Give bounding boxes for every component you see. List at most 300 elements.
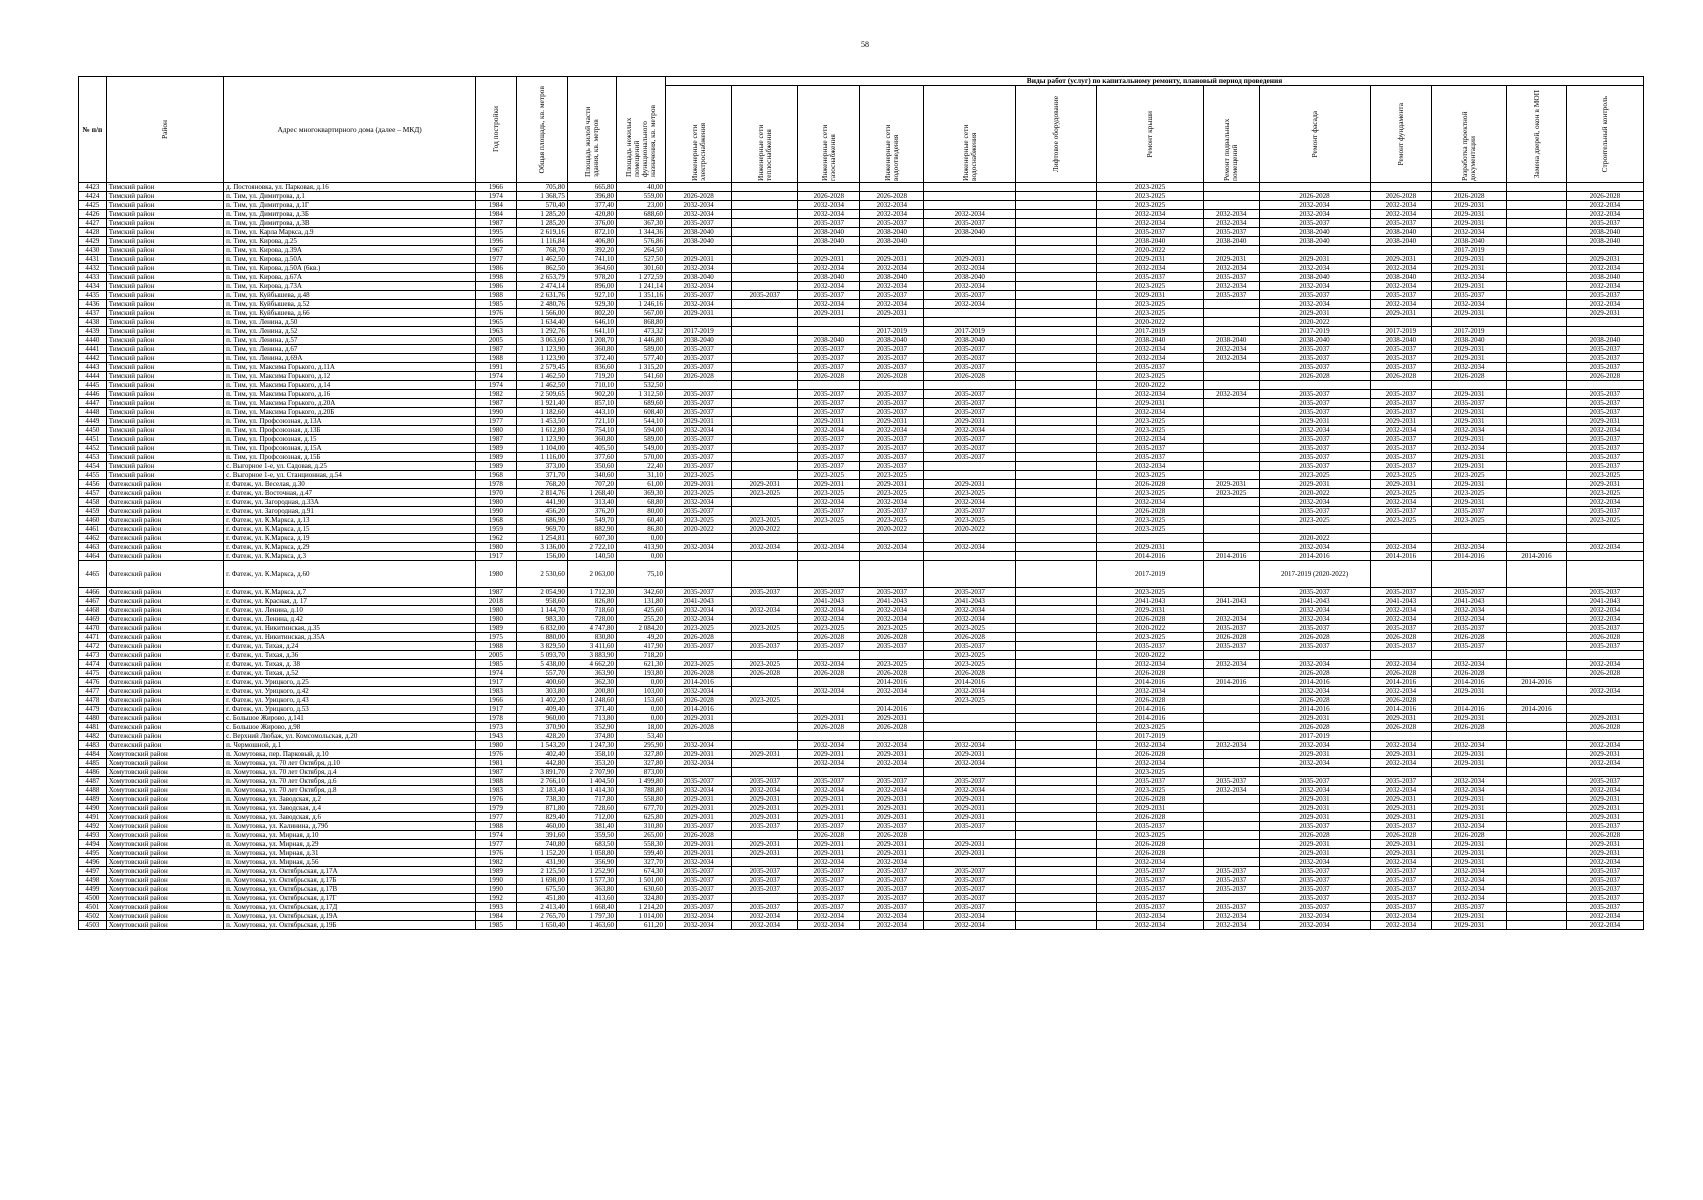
work-period-cell bbox=[1507, 408, 1567, 417]
work-period-cell bbox=[1204, 858, 1260, 867]
district-cell: Фатежский район bbox=[106, 480, 223, 489]
work-period-cell: 2035-2037 bbox=[1566, 777, 1643, 786]
work-period-cell: 2026-2028 bbox=[1432, 633, 1507, 642]
row-number-cell: 4458 bbox=[79, 498, 107, 507]
work-period-cell: 2035-2037 bbox=[798, 462, 860, 471]
living-area-cell: 359,50 bbox=[567, 831, 616, 840]
work-period-cell: 2035-2037 bbox=[1566, 822, 1643, 831]
nonliving-area-cell: 558,30 bbox=[616, 840, 665, 849]
work-period-cell: 2038-2040 bbox=[860, 228, 924, 237]
work-period-cell: 2035-2037 bbox=[666, 822, 732, 831]
work-period-cell: 2032-2034 bbox=[860, 210, 924, 219]
build-year-cell: 1970 bbox=[476, 489, 517, 498]
work-period-cell bbox=[732, 471, 798, 480]
address-cell: г. Фатеж, ул. Никитинская, д.35 bbox=[224, 624, 476, 633]
work-period-cell: 2029-2031 bbox=[1370, 750, 1432, 759]
total-area-cell: 768,70 bbox=[516, 246, 567, 255]
nonliving-area-cell: 60,40 bbox=[616, 516, 665, 525]
work-period-cell bbox=[1016, 264, 1097, 273]
work-period-cell: 2035-2037 bbox=[1259, 885, 1370, 894]
work-period-cell: 2020-2022 bbox=[1259, 489, 1370, 498]
district-cell: Фатежский район bbox=[106, 678, 223, 687]
nonliving-area-cell: 80,00 bbox=[616, 507, 665, 516]
build-year-cell: 1989 bbox=[476, 867, 517, 876]
work-period-cell: 2029-2031 bbox=[1432, 390, 1507, 399]
work-period-cell: 2029-2031 bbox=[924, 804, 1016, 813]
work-period-cell: 2035-2037 bbox=[860, 219, 924, 228]
build-year-cell: 1998 bbox=[476, 273, 517, 282]
total-area-cell: 675,50 bbox=[516, 885, 567, 894]
row-number-cell: 4434 bbox=[79, 282, 107, 291]
work-period-cell: 2035-2037 bbox=[860, 291, 924, 300]
nonliving-area-cell: 53,40 bbox=[616, 732, 665, 741]
row-number-cell: 4460 bbox=[79, 516, 107, 525]
living-area-cell: 377,40 bbox=[567, 201, 616, 210]
total-area-cell: 1 104,00 bbox=[516, 444, 567, 453]
row-number-cell: 4486 bbox=[79, 768, 107, 777]
work-period-cell: 2029-2031 bbox=[666, 795, 732, 804]
work-period-cell bbox=[1204, 894, 1260, 903]
row-number-cell: 4485 bbox=[79, 759, 107, 768]
work-period-cell: 2029-2031 bbox=[1432, 813, 1507, 822]
district-cell: Тимский район bbox=[106, 318, 223, 327]
work-period-cell bbox=[924, 561, 1016, 588]
work-period-cell: 2038-2040 bbox=[666, 237, 732, 246]
work-period-cell bbox=[1016, 507, 1097, 516]
work-period-cell bbox=[1016, 750, 1097, 759]
work-period-cell bbox=[1016, 624, 1097, 633]
work-period-cell: 2014-2016 bbox=[1097, 678, 1204, 687]
work-period-cell: 2026-2028 bbox=[860, 723, 924, 732]
table-row bbox=[79, 390, 1644, 399]
work-period-cell: 2029-2031 bbox=[1097, 543, 1204, 552]
total-area-cell: 2 183,40 bbox=[516, 786, 567, 795]
work-period-cell bbox=[1507, 426, 1567, 435]
build-year-cell: 1984 bbox=[476, 210, 517, 219]
work-period-cell: 2035-2037 bbox=[666, 894, 732, 903]
work-period-cell: 2032-2034 bbox=[1097, 264, 1204, 273]
work-period-cell: 2029-2031 bbox=[798, 750, 860, 759]
work-period-cell: 2035-2037 bbox=[924, 399, 1016, 408]
row-number-cell: 4501 bbox=[79, 903, 107, 912]
work-period-cell: 2023-2025 bbox=[924, 516, 1016, 525]
build-year-cell: 1974 bbox=[476, 372, 517, 381]
work-period-cell: 2035-2037 bbox=[1566, 894, 1643, 903]
work-period-cell bbox=[924, 471, 1016, 480]
work-period-cell: 2035-2037 bbox=[924, 291, 1016, 300]
nonliving-area-cell: 153,60 bbox=[616, 696, 665, 705]
work-period-cell: 2023-2025 bbox=[1370, 471, 1432, 480]
work-period-cell: 2032-2034 bbox=[666, 858, 732, 867]
work-period-cell: 2032-2034 bbox=[924, 264, 1016, 273]
table-row bbox=[79, 804, 1644, 813]
work-period-cell: 2029-2031 bbox=[1432, 480, 1507, 489]
district-cell: Тимский район bbox=[106, 381, 223, 390]
work-period-cell: 2029-2031 bbox=[1097, 606, 1204, 615]
living-area-cell: 683,50 bbox=[567, 840, 616, 849]
work-period-cell bbox=[1432, 318, 1507, 327]
work-period-cell bbox=[1507, 192, 1567, 201]
work-period-cell bbox=[1204, 201, 1260, 210]
district-cell: Фатежский район bbox=[106, 543, 223, 552]
work-period-cell: 2035-2037 bbox=[1370, 876, 1432, 885]
work-period-cell: 2035-2037 bbox=[666, 435, 732, 444]
work-period-cell: 2014-2016 bbox=[1097, 705, 1204, 714]
work-period-cell: 2032-2034 bbox=[924, 210, 1016, 219]
work-period-cell: 2029-2031 bbox=[1432, 462, 1507, 471]
work-period-cell bbox=[732, 381, 798, 390]
work-period-cell bbox=[1432, 561, 1507, 588]
work-period-cell: 2035-2037 bbox=[1097, 453, 1204, 462]
district-cell: Тимский район bbox=[106, 408, 223, 417]
living-area-cell: 1 797,30 bbox=[567, 912, 616, 921]
header-work-type: Лифтовое оборудование bbox=[1016, 86, 1097, 183]
nonliving-area-cell: 68,80 bbox=[616, 498, 665, 507]
work-period-cell: 2035-2037 bbox=[860, 588, 924, 597]
living-area-cell: 374,80 bbox=[567, 732, 616, 741]
work-period-cell: 2035-2037 bbox=[860, 354, 924, 363]
total-area-cell: 156,00 bbox=[516, 552, 567, 561]
work-period-cell: 2032-2034 bbox=[924, 543, 1016, 552]
living-area-cell: 1 668,40 bbox=[567, 903, 616, 912]
work-period-cell: 2035-2037 bbox=[924, 435, 1016, 444]
build-year-cell: 1978 bbox=[476, 480, 517, 489]
address-cell: п. Тим, ул. Кирова, д.50А bbox=[224, 255, 476, 264]
work-period-cell: 2023-2025 bbox=[1097, 489, 1204, 498]
work-period-cell: 2026-2028 bbox=[860, 192, 924, 201]
work-period-cell: 2035-2037 bbox=[860, 345, 924, 354]
row-number-cell: 4436 bbox=[79, 300, 107, 309]
total-area-cell: 1 462,50 bbox=[516, 255, 567, 264]
work-period-cell: 2035-2037 bbox=[1259, 588, 1370, 597]
work-period-cell bbox=[1204, 831, 1260, 840]
work-period-cell bbox=[1016, 228, 1097, 237]
work-period-cell: 2035-2037 bbox=[924, 354, 1016, 363]
living-area-cell: 363,90 bbox=[567, 669, 616, 678]
district-cell: Тимский район bbox=[106, 399, 223, 408]
work-period-cell: 2029-2031 bbox=[924, 849, 1016, 858]
work-period-cell bbox=[1204, 444, 1260, 453]
work-period-cell bbox=[1097, 534, 1204, 543]
work-period-cell: 2032-2034 bbox=[1566, 741, 1643, 750]
work-period-cell: 2035-2037 bbox=[1432, 588, 1507, 597]
work-period-cell bbox=[1016, 723, 1097, 732]
total-area-cell: 400,60 bbox=[516, 678, 567, 687]
work-period-cell: 2035-2037 bbox=[1566, 345, 1643, 354]
work-period-cell bbox=[1370, 318, 1432, 327]
living-area-cell: 353,20 bbox=[567, 759, 616, 768]
work-period-cell: 2029-2031 bbox=[1370, 417, 1432, 426]
total-area-cell: 2 509,65 bbox=[516, 390, 567, 399]
work-period-cell: 2032-2034 bbox=[1259, 921, 1370, 930]
address-cell: п. Тим, ул. Профсоюзная, д.15А bbox=[224, 444, 476, 453]
work-period-cell: 2023-2025 bbox=[1097, 282, 1204, 291]
address-cell: п. Тим, ул. Профсоюзная, д.13Б bbox=[224, 426, 476, 435]
build-year-cell: 1991 bbox=[476, 363, 517, 372]
work-period-cell: 2032-2034 bbox=[1566, 606, 1643, 615]
work-period-cell: 2032-2034 bbox=[1259, 210, 1370, 219]
district-cell: Фатежский район bbox=[106, 516, 223, 525]
work-period-cell: 2029-2031 bbox=[1204, 480, 1260, 489]
work-period-cell: 2032-2034 bbox=[1566, 498, 1643, 507]
work-period-cell: 2029-2031 bbox=[666, 840, 732, 849]
work-period-cell: 2035-2037 bbox=[1259, 894, 1370, 903]
row-number-cell: 4477 bbox=[79, 687, 107, 696]
nonliving-area-cell: 327,80 bbox=[616, 750, 665, 759]
work-period-cell: 2035-2037 bbox=[666, 363, 732, 372]
work-period-cell bbox=[1016, 786, 1097, 795]
work-period-cell: 2026-2028 bbox=[1097, 795, 1204, 804]
address-cell: п. Тим, ул. Максима Горького, д.20А bbox=[224, 399, 476, 408]
work-period-cell bbox=[732, 372, 798, 381]
nonliving-area-cell: 255,20 bbox=[616, 615, 665, 624]
work-period-cell: 2026-2028 bbox=[1259, 633, 1370, 642]
table-row bbox=[79, 696, 1644, 705]
living-area-cell: 710,10 bbox=[567, 381, 616, 390]
work-period-cell bbox=[798, 651, 860, 660]
work-period-cell bbox=[798, 327, 860, 336]
work-period-cell: 2014-2016 bbox=[1097, 552, 1204, 561]
work-period-cell: 2032-2034 bbox=[666, 300, 732, 309]
address-cell: п. Тим, ул. Ленина, д.52 bbox=[224, 327, 476, 336]
work-period-cell bbox=[666, 552, 732, 561]
nonliving-area-cell: 688,60 bbox=[616, 210, 665, 219]
work-period-cell bbox=[1507, 372, 1567, 381]
address-cell: г. Фатеж, ул. К.Маркса, д.15 bbox=[224, 525, 476, 534]
work-period-cell bbox=[732, 732, 798, 741]
total-area-cell: 1 634,40 bbox=[516, 318, 567, 327]
work-period-cell: 2032-2034 bbox=[1097, 462, 1204, 471]
nonliving-area-cell: 327,80 bbox=[616, 759, 665, 768]
work-period-cell: 2032-2034 bbox=[666, 498, 732, 507]
work-period-cell: 2032-2034 bbox=[732, 921, 798, 930]
work-period-cell: 2023-2025 bbox=[732, 660, 798, 669]
table-row bbox=[79, 300, 1644, 309]
table-row bbox=[79, 840, 1644, 849]
work-period-cell: 2023-2025 bbox=[1097, 768, 1204, 777]
work-period-cell: 2029-2031 bbox=[860, 480, 924, 489]
address-cell: п. Тим, ул. Кирова, д.67А bbox=[224, 273, 476, 282]
header-work-type: Строительный контроль bbox=[1566, 86, 1643, 183]
build-year-cell: 1976 bbox=[476, 309, 517, 318]
row-number-cell: 4423 bbox=[79, 183, 107, 192]
header-total-area: Общая площадь, кв. метров bbox=[516, 77, 567, 183]
work-period-cell: 2035-2037 bbox=[1370, 642, 1432, 651]
work-period-cell bbox=[1432, 768, 1507, 777]
work-period-cell: 2026-2028 bbox=[1259, 372, 1370, 381]
work-period-cell: 2029-2031 bbox=[666, 849, 732, 858]
build-year-cell: 1980 bbox=[476, 498, 517, 507]
row-number-cell: 4447 bbox=[79, 399, 107, 408]
work-period-cell: 2023-2025 bbox=[1097, 723, 1204, 732]
work-period-cell bbox=[732, 300, 798, 309]
address-cell: п. Тим, ул. Максима Горького, д.14 bbox=[224, 381, 476, 390]
total-area-cell: 3 063,60 bbox=[516, 336, 567, 345]
row-number-cell: 4449 bbox=[79, 417, 107, 426]
work-period-cell: 2035-2037 bbox=[666, 642, 732, 651]
work-period-cell: 2029-2031 bbox=[732, 813, 798, 822]
table-row bbox=[79, 534, 1644, 543]
district-cell: Тимский район bbox=[106, 444, 223, 453]
work-period-cell: 2032-2034 bbox=[1370, 786, 1432, 795]
work-period-cell bbox=[1507, 309, 1567, 318]
work-period-cell: 2029-2031 bbox=[1432, 282, 1507, 291]
work-period-cell: 2032-2034 bbox=[1370, 201, 1432, 210]
work-period-cell: 2029-2031 bbox=[1432, 417, 1507, 426]
work-period-cell bbox=[732, 552, 798, 561]
nonliving-area-cell: 40,00 bbox=[616, 183, 665, 192]
build-year-cell: 1968 bbox=[476, 516, 517, 525]
work-period-cell: 2032-2034 bbox=[1097, 219, 1204, 228]
work-period-cell: 2032-2034 bbox=[1370, 759, 1432, 768]
total-area-cell: 2 653,79 bbox=[516, 273, 567, 282]
build-year-cell: 1985 bbox=[476, 660, 517, 669]
total-area-cell: 2 054,90 bbox=[516, 588, 567, 597]
row-number-cell: 4454 bbox=[79, 462, 107, 471]
work-period-cell: 2035-2037 bbox=[924, 903, 1016, 912]
work-period-cell: 2041-2043 bbox=[1259, 597, 1370, 606]
total-area-cell: 442,80 bbox=[516, 759, 567, 768]
address-cell: п. Тим, ул. Карла Маркса, д.9 bbox=[224, 228, 476, 237]
living-area-cell: 872,10 bbox=[567, 228, 616, 237]
work-period-cell bbox=[1507, 849, 1567, 858]
build-year-cell: 1943 bbox=[476, 732, 517, 741]
living-area-cell: 857,10 bbox=[567, 399, 616, 408]
work-period-cell bbox=[1204, 588, 1260, 597]
work-period-cell: 2014-2016 bbox=[1259, 705, 1370, 714]
work-period-cell: 2029-2031 bbox=[1432, 435, 1507, 444]
row-number-cell: 4442 bbox=[79, 354, 107, 363]
work-period-cell: 2029-2031 bbox=[798, 804, 860, 813]
work-period-cell bbox=[1507, 687, 1567, 696]
work-period-cell: 2026-2028 bbox=[1097, 696, 1204, 705]
work-period-cell: 2017-2019 (2020-2022) bbox=[1259, 561, 1370, 588]
work-period-cell: 2014-2016 bbox=[924, 678, 1016, 687]
district-cell: Хомутовский район bbox=[106, 768, 223, 777]
living-area-cell: 646,10 bbox=[567, 318, 616, 327]
work-period-cell: 2032-2034 bbox=[666, 543, 732, 552]
work-period-cell: 2029-2031 bbox=[666, 417, 732, 426]
work-period-cell bbox=[1016, 795, 1097, 804]
work-period-cell bbox=[732, 219, 798, 228]
address-cell: п. Хомутовка, ул. 70 лет Октября, д.6 bbox=[224, 777, 476, 786]
row-number-cell: 4474 bbox=[79, 660, 107, 669]
table-row bbox=[79, 228, 1644, 237]
work-period-cell bbox=[732, 201, 798, 210]
table-row bbox=[79, 291, 1644, 300]
table-row bbox=[79, 525, 1644, 534]
work-period-cell: 2029-2031 bbox=[666, 255, 732, 264]
nonliving-area-cell: 31,10 bbox=[616, 471, 665, 480]
work-period-cell bbox=[1507, 588, 1567, 597]
build-year-cell: 1980 bbox=[476, 426, 517, 435]
table-row bbox=[79, 777, 1644, 786]
district-cell: Хомутовский район bbox=[106, 759, 223, 768]
district-cell: Фатежский район bbox=[106, 741, 223, 750]
work-period-cell: 2032-2034 bbox=[798, 300, 860, 309]
work-period-cell: 2035-2037 bbox=[798, 345, 860, 354]
district-cell: Тимский район bbox=[106, 336, 223, 345]
work-period-cell bbox=[1016, 372, 1097, 381]
work-period-cell: 2032-2034 bbox=[1097, 390, 1204, 399]
district-cell: Фатежский район bbox=[106, 525, 223, 534]
work-period-cell: 2035-2037 bbox=[860, 462, 924, 471]
work-period-cell bbox=[860, 768, 924, 777]
work-period-cell: 2023-2025 bbox=[1097, 633, 1204, 642]
work-period-cell bbox=[1204, 687, 1260, 696]
build-year-cell: 1987 bbox=[476, 399, 517, 408]
work-period-cell: 2035-2037 bbox=[798, 867, 860, 876]
address-cell: п. Хомутовка, ул. Мирная, д.56 bbox=[224, 858, 476, 867]
table-row bbox=[79, 750, 1644, 759]
work-period-cell: 2029-2031 bbox=[1370, 309, 1432, 318]
header-work-type: Замена дверей, окон в МОП bbox=[1507, 86, 1567, 183]
work-period-cell: 2023-2025 bbox=[666, 660, 732, 669]
work-period-cell bbox=[732, 831, 798, 840]
work-period-cell bbox=[1507, 435, 1567, 444]
work-period-cell bbox=[1016, 498, 1097, 507]
row-number-cell: 4440 bbox=[79, 336, 107, 345]
work-period-cell: 2032-2034 bbox=[1370, 660, 1432, 669]
work-period-cell: 2029-2031 bbox=[732, 804, 798, 813]
living-area-cell: 356,90 bbox=[567, 858, 616, 867]
work-period-cell: 2032-2034 bbox=[1097, 435, 1204, 444]
work-period-cell bbox=[924, 192, 1016, 201]
work-period-cell: 2032-2034 bbox=[1566, 201, 1643, 210]
nonliving-area-cell: 674,30 bbox=[616, 867, 665, 876]
nonliving-area-cell: 265,00 bbox=[616, 831, 665, 840]
nonliving-area-cell: 193,80 bbox=[616, 669, 665, 678]
work-period-cell bbox=[732, 687, 798, 696]
work-period-cell: 2032-2034 bbox=[1566, 858, 1643, 867]
table-row bbox=[79, 588, 1644, 597]
work-period-cell: 2032-2034 bbox=[1432, 444, 1507, 453]
work-period-cell: 2035-2037 bbox=[1259, 462, 1370, 471]
row-number-cell: 4451 bbox=[79, 435, 107, 444]
nonliving-area-cell: 2 084,20 bbox=[616, 624, 665, 633]
work-period-cell: 2035-2037 bbox=[924, 345, 1016, 354]
work-period-cell bbox=[732, 498, 798, 507]
row-number-cell: 4463 bbox=[79, 543, 107, 552]
work-period-cell: 2032-2034 bbox=[1432, 741, 1507, 750]
work-period-cell bbox=[1507, 390, 1567, 399]
work-period-cell: 2032-2034 bbox=[1259, 858, 1370, 867]
work-period-cell bbox=[732, 426, 798, 435]
table-row bbox=[79, 336, 1644, 345]
work-period-cell: 2014-2016 bbox=[1507, 678, 1567, 687]
work-period-cell bbox=[1016, 336, 1097, 345]
district-cell: Фатежский район bbox=[106, 651, 223, 660]
work-period-cell: 2035-2037 bbox=[1432, 903, 1507, 912]
living-area-cell: 360,80 bbox=[567, 435, 616, 444]
work-period-cell bbox=[732, 534, 798, 543]
work-period-cell bbox=[1259, 183, 1370, 192]
nonliving-area-cell: 608,40 bbox=[616, 408, 665, 417]
district-cell: Хомутовский район bbox=[106, 921, 223, 930]
build-year-cell: 1963 bbox=[476, 327, 517, 336]
work-period-cell: 2023-2025 bbox=[860, 624, 924, 633]
work-period-cell bbox=[1507, 606, 1567, 615]
total-area-cell: 6 832,00 bbox=[516, 624, 567, 633]
work-period-cell: 2032-2034 bbox=[1259, 300, 1370, 309]
total-area-cell: 1 462,50 bbox=[516, 372, 567, 381]
work-period-cell bbox=[1204, 606, 1260, 615]
district-cell: Тимский район bbox=[106, 300, 223, 309]
work-period-cell bbox=[1432, 651, 1507, 660]
work-period-cell: 2032-2034 bbox=[1370, 498, 1432, 507]
work-period-cell bbox=[924, 714, 1016, 723]
work-period-cell: 2029-2031 bbox=[1432, 921, 1507, 930]
